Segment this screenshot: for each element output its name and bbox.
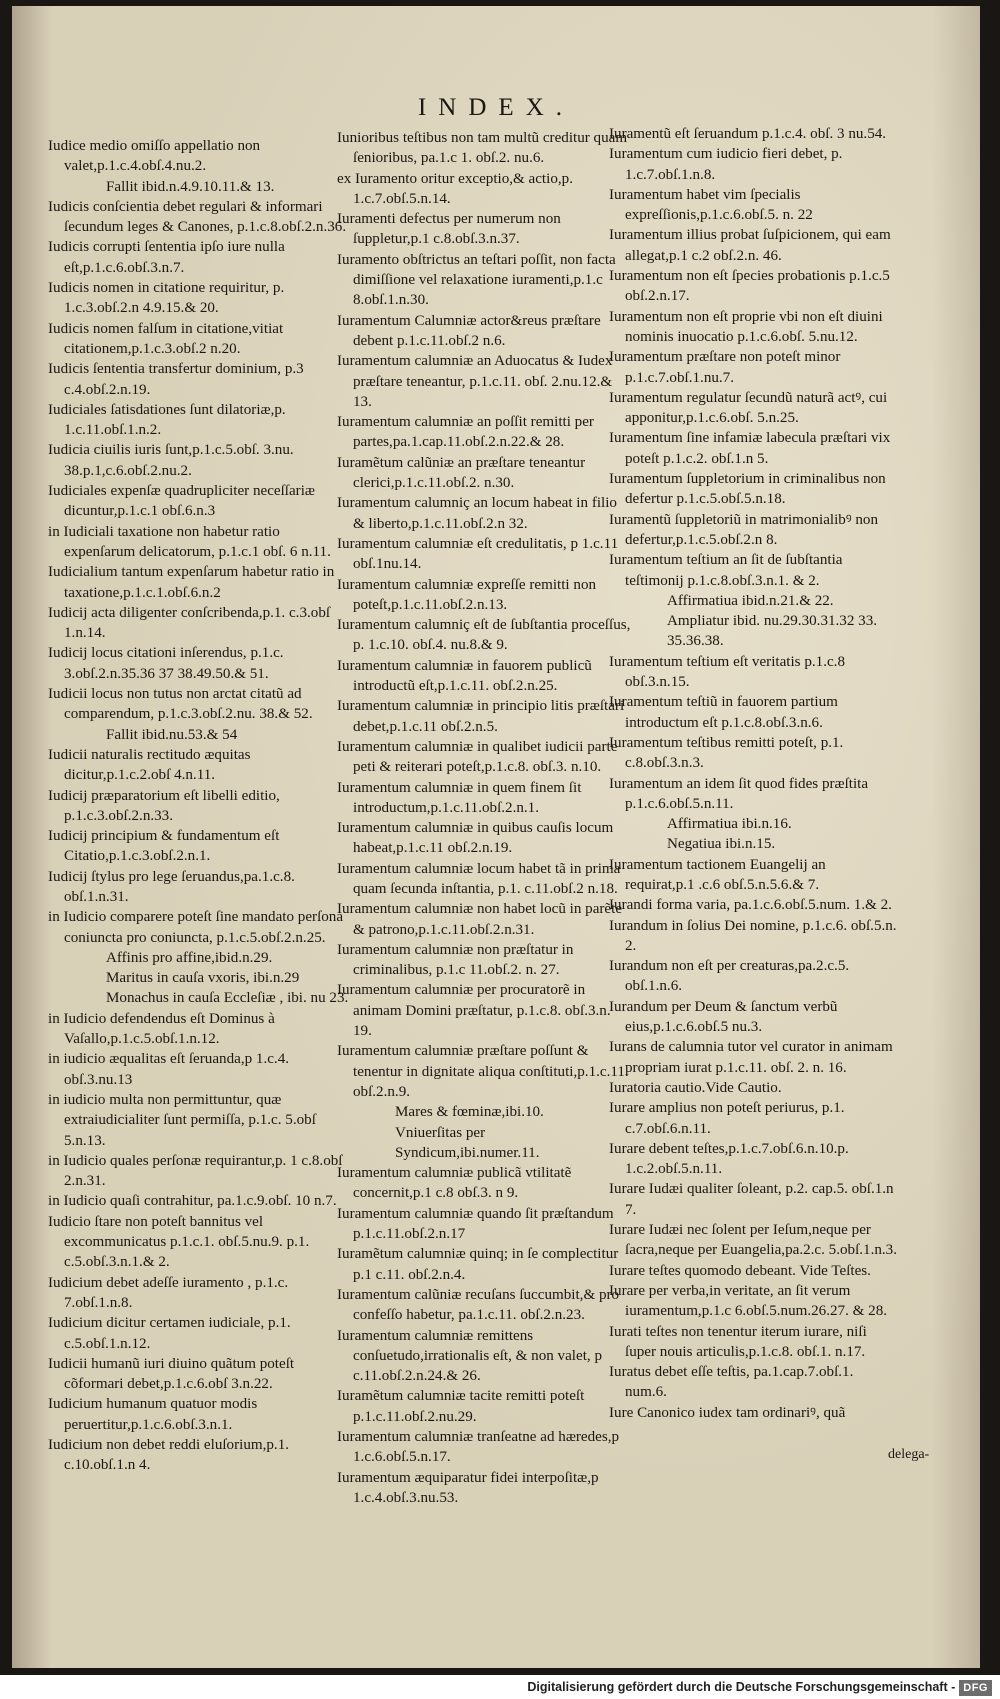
index-entry: Iure Canonico iudex tam ordinariꝰ, quã bbox=[609, 1404, 846, 1421]
index-entry: Iurare per verba,in veritate, an ſit verum iuramentum,p.1.c 6.obſ.5.num.26.27. & 28. bbox=[609, 1282, 888, 1320]
index-entry: Iuramentum calumniæ in principio litis præſtari debet,p.1.c.11 obſ.2.n.5. bbox=[337, 698, 625, 735]
dfg-logo: DFG bbox=[959, 1680, 992, 1696]
index-entry: Iuramẽtum calũniæ an præſtare teneantur clerici,p.1.c.11.obſ.2. n.30. bbox=[337, 454, 586, 492]
index-subentry: Affirmatiua ibi.n.16. bbox=[667, 816, 792, 833]
index-entry: Iuramentũ eſt ſeruandum p.1.c.4. obſ. 3 nu.54. bbox=[609, 126, 887, 142]
index-entry: Iurare amplius non poteſt periurus, p.1. c.7.obſ.6.n.11. bbox=[609, 1100, 845, 1137]
index-entry: Iudicis nomen falſum in citatione,vitiat citationem,p.1.c.3.obſ.2 n.20. bbox=[48, 320, 284, 357]
index-entry: Iudicium dicitur certamen iudiciale, p.1. c.5.obſ.1.n.12. bbox=[48, 1315, 291, 1352]
index-entry: Iudicis corrupti ſententia ipſo iure nulla eſt,p.1.c.6.obſ.3.n.7. bbox=[48, 239, 285, 276]
index-entry: Iuramentum calumniæ eſt credulitatis, p 1.c.11 obſ.1nu.14. bbox=[337, 535, 619, 573]
index-entry: Iuramentum calumniæ non præſtatur in criminalibus, p.1.c 11.obſ.2. n. 27. bbox=[337, 941, 574, 979]
index-entry: Iuramentum calumniæ quando ſit præſtandum p.1.c.11.obſ.2.n.17 bbox=[337, 1205, 614, 1243]
index-entry: Iuramentum calumniæ in fauorem publicũ introductũ eſt,p.1.c.11. obſ.2.n.25. bbox=[337, 657, 592, 695]
index-entry: Iudicij præparatorium eſt libelli editio, p.1.c.3.obſ.2.n.33. bbox=[48, 787, 280, 824]
index-entry: Iuramentum æquiparatur fidei interpoſitæ,p 1.c.4.obſ.3.nu.53. bbox=[337, 1469, 599, 1506]
index-entry: Iuramentum calumniæ præſtare poſſunt & tenentur in dignitate aliqua conſtituti,p.1.c.11. obſ.2.n.9. bbox=[337, 1043, 629, 1100]
book-page bbox=[12, 6, 980, 1668]
index-column-3 bbox=[609, 124, 899, 1423]
index-subentry: Fallit ibid.n.4.9.10.11.& 13. bbox=[106, 178, 275, 195]
index-entry: Iuramentum calumniæ tranſeatne ad hæredes,p 1.c.6.obſ.5.n.17. bbox=[337, 1429, 620, 1466]
index-entry: Iuramentum calumniæ an Aduocatus & Iudex præſtare teneantur, p.1.c.11. obſ. 2.nu.12.& 13. bbox=[337, 353, 613, 410]
catchword: delega- bbox=[888, 1447, 930, 1462]
index-entry: Iuramentum calumniæ in quibus cauſis locum habeat,p.1.c.11 obſ.2.n.19. bbox=[337, 820, 614, 857]
index-entry: in Iudicio comparere poteſt ſine mandato perſona coniuncta pro coniuncta, p.1.c.5.obſ.2.n.25. bbox=[48, 909, 344, 946]
index-entry: Iurare teſtes quomodo debeant. Vide Teſtes. bbox=[609, 1262, 871, 1279]
index-entry: Iuratoria cautio.Vide Cautio. bbox=[609, 1079, 782, 1096]
index-entry: Iuramẽtum calumniæ quinq; in ſe complectitur p.1 c.11. obſ.2.n.4. bbox=[337, 1246, 619, 1283]
index-entry: Iuramentum illius probat ſuſpicionem, qui eam allegat,p.1 c.2 obſ.2.n. 46. bbox=[609, 227, 891, 264]
index-entry: Iudicium debet adeſſe iuramento , p.1.c. 7.obſ.1.n.8. bbox=[48, 1274, 289, 1311]
index-entry: in iudicio æqualitas eſt ſeruanda,p 1.c.4. obſ.3.nu.13 bbox=[48, 1051, 290, 1088]
index-entry: ex Iuramento oritur exceptio,& actio,p. 1.c.7.obſ.5.n.14. bbox=[337, 170, 573, 207]
index-entry: Iurare debent teſtes,p.1.c.7.obſ.6.n.10.p. 1.c.2.obſ.5.n.11. bbox=[609, 1140, 849, 1178]
index-entry: Iuramentum calumniæ in quem finem ſit introductum,p.1.c.11.obſ.2.n.1. bbox=[337, 779, 582, 816]
index-entry: Iudicis ſententia transfertur dominium, p.3 c.4.obſ.2.n.19. bbox=[48, 361, 304, 398]
index-entry: Iuramentũ ſuppletoriũ in matrimonialibꝰ non defertur,p.1.c.5.obſ.2.n 8. bbox=[609, 511, 879, 548]
index-entry: Iuramentum calumniæ per procuratorẽ in animam Domini præſtatur, p.1.c.8. obſ.3.n. 19. bbox=[337, 982, 611, 1040]
index-entry: Iudicio ſtare non poteſt bannitus vel excommunicatus p.1.c.1. obſ.5.nu.9. p.1. c.5.obſ.3.n.1.& 2. bbox=[48, 1213, 310, 1271]
index-entry: Iuramentum teſtium an ſit de ſubſtantia teſtimonij p.1.c.8.obſ.3.n.1. & 2. bbox=[609, 552, 843, 589]
index-entry: Iuramentum teſtium eſt veritatis p.1.c.8 obſ.3.n.15. bbox=[609, 653, 845, 691]
index-entry: Iudicii naturalis rectitudo æquitas dicitur,p.1.c.2.obſ 4.n.11. bbox=[48, 746, 251, 784]
index-entry: Iuramenti defectus per numerum non ſuppletur,p.1 c.8.obſ.3.n.37. bbox=[337, 211, 561, 248]
index-entry: in Iudicio quaſi contrahitur, pa.1.c.9.obſ. 10 n.7. bbox=[48, 1193, 337, 1210]
index-entry: Iuramentum tactionem Euangelij an requirat,p.1 .c.6 obſ.5.n.5.6.& 7. bbox=[609, 856, 826, 893]
index-entry: Iudiciales expenſæ quadrupliciter neceſſariæ dicuntur,p.1.c.1 obſ.6.n.3 bbox=[48, 483, 315, 520]
index-entry: Iudicij acta diligenter conſcribenda,p.1. c.3.obſ 1.n.14. bbox=[48, 604, 331, 642]
index-entry: Iuramentum Calumniæ actor&reus præſtare debent p.1.c.11.obſ.2 n.6. bbox=[337, 312, 601, 349]
index-entry: Iuramentum non eſt ſpecies probationis p.1.c.5 obſ.2.n.17. bbox=[609, 268, 890, 305]
index-entry: Iuramentum regulatur ſecundũ naturã actꝰ, cui apponitur,p.1.c.6.obſ. 5.n.25. bbox=[609, 389, 888, 427]
index-subentry: Vniuerſitas per Syndicum,ibi.numer.11. bbox=[395, 1124, 540, 1161]
index-entry: Iudicij locus citationi inſerendus, p.1.c. 3.obſ.2.n.35.36 37 38.49.50.& 51. bbox=[48, 645, 284, 682]
index-entry: Iuramentum calumniæ non habet locũ in parẽte & patrono,p.1.c.11.obſ.2.n.31. bbox=[337, 901, 623, 938]
index-entry: Iuramentum calumniæ remittens conſuetudo,irrationalis eſt, & non valet, p c.11.obſ.2.n.24.& 26. bbox=[337, 1327, 602, 1385]
index-subentry: Ampliatur ibid. nu.29.30.31.32 33. 35.36.38. bbox=[667, 613, 878, 650]
index-entry: in Iudiciali taxatione non habetur ratio expenſarum delicatorum, p.1.c.1 obſ. 6 n.11. bbox=[48, 523, 331, 560]
index-entry: Iudicialium tantum expenſarum habetur ratio in taxatione,p.1.c.1.obſ.6.n.2 bbox=[48, 564, 335, 601]
index-entry: in iudicio multa non permittuntur, quæ extraiudicialiter ſunt permiſſa, p.1.c. 5.obſ 5.n.13. bbox=[48, 1091, 316, 1149]
index-entry: Iudicium non debet reddi eluſorium,p.1. c.10.obſ.1.n 4. bbox=[48, 1437, 290, 1474]
index-entry: Iuramentum calumniæ locum habet tã in prima quam ſecunda inſtantia, p.1. c.11.obſ.2 n.18. bbox=[337, 860, 621, 897]
index-entry: Iuratus debet eſſe teſtis, pa.1.cap.7.obſ.1. num.6. bbox=[609, 1364, 854, 1401]
digitization-footer bbox=[0, 1675, 992, 1699]
index-subentry: Maritus in cauſa vxoris, ibi.n.29 bbox=[106, 970, 300, 987]
index-entry: Iudicii locus non tutus non arctat citatũ ad comparendum, p.1.c.3.obſ.2.nu. 38.& 52. bbox=[48, 686, 313, 723]
index-entry: Iurandum in ſolius Dei nomine, p.1.c.6. obſ.5.n. 2. bbox=[609, 917, 897, 954]
index-entry: Iuramentum an idem ſit quod fides præſtita p.1.c.6.obſ.5.n.11. bbox=[609, 775, 869, 812]
index-entry: Iuramentum calumniç an locum habeat in filio & liberto,p.1.c.11.obſ.2.n 32. bbox=[337, 495, 617, 532]
page-header: INDEX. bbox=[417, 94, 574, 121]
index-entry: Iudiciales ſatisdationes ſunt dilatoriæ,p. 1.c.11.obſ.1.n.2. bbox=[48, 401, 286, 439]
index-entry: Iudicis nomen in citatione requiritur, p. 1.c.3.obſ.2.n 4.9.15.& 20. bbox=[48, 280, 285, 317]
index-entry: in Iudicio quales perſonæ requirantur,p. 1 c.8.obſ 2.n.31. bbox=[48, 1152, 343, 1190]
index-entry: Iudicij principium & fundamentum eſt Citatio,p.1.c.3.obſ.2.n.1. bbox=[48, 828, 280, 865]
index-column-2 bbox=[337, 128, 631, 1508]
index-entry: Iurare Iudæi qualiter ſoleant, p.2. cap.5. obſ.1.n 7. bbox=[609, 1181, 894, 1218]
index-entry: Iudicii humanũ iuri diuino quãtum poteſt cõformari debet,p.1.c.6.obſ 3.n.22. bbox=[48, 1355, 295, 1393]
index-subentry: Mares & fœminæ,ibi.10. bbox=[395, 1104, 544, 1121]
index-entry: Iuramentum calumniæ publicã vtilitatẽ concernit,p.1 c.8 obſ.3. n 9. bbox=[337, 1165, 572, 1202]
index-entry: Iuramentum cum iudicio fieri debet, p. 1.c.7.obſ.1.n.8. bbox=[609, 146, 843, 183]
index-entry: in Iudicio defendendus eſt Dominus à Vaſallo,p.1.c.5.obſ.1.n.12. bbox=[48, 1010, 275, 1048]
index-entry: Iuramentum habet vim ſpecialis expreſſionis,p.1.c.6.obſ.5. n. 22 bbox=[609, 186, 813, 224]
index-subentry: Affirmatiua ibid.n.21.& 22. bbox=[667, 592, 834, 609]
index-entry: Iurare Iudæi nec ſolent per Ieſum,neque per ſacra,neque per Euangelia,pa.2.c. 5.obſ.1.n.3. bbox=[609, 1222, 897, 1259]
index-entry: Iuramento obſtrictus an teſtari poſſit, non facta dimiſſione vel relaxatione iuramenti,p.1.c 8.obſ.1.n.30. bbox=[337, 251, 616, 309]
index-entry: Iuramentum teſtiũ in fauorem partium introductum eſt p.1.c.8.obſ.3.n.6. bbox=[609, 694, 838, 731]
index-entry: Iurans de calumnia tutor vel curator in animam propriam iurat p.1.c.11. obſ. 2. n. 16. bbox=[609, 1039, 893, 1076]
index-entry: Iuramentum præſtare non poteſt minor p.1.c.7.obſ.1.nu.7. bbox=[609, 349, 841, 386]
index-entry: Iudicis conſcientia debet regulari & informari ſecundum leges & Canones, p.1.c.8.obſ.2.n.36. bbox=[48, 198, 347, 236]
index-subentry: Monachus in cauſa Eccleſiæ , ibi. nu 23. bbox=[106, 990, 349, 1007]
index-column-1 bbox=[48, 136, 354, 1476]
index-entry: Iurandum per Deum & ſanctum verbũ eius,p.1.c.6.obſ.5 nu.3. bbox=[609, 998, 838, 1036]
index-entry: Iuramentum calũniæ recuſans ſuccumbit,& pro confeſſo habetur, pa.1.c.11. obſ.2.n.23. bbox=[337, 1286, 620, 1324]
index-entry: Iudicij ſtylus pro lege ſeruandus,pa.1.c.8. obſ.1.n.31. bbox=[48, 868, 295, 905]
index-entry: Iuramentum ſuppletorium in criminalibus non defertur p.1.c.5.obſ.5.n.18. bbox=[609, 471, 886, 508]
index-entry: Iudicia ciuilis iuris ſunt,p.1.c.5.obſ. 3.nu. 38.p.1,c.6.obſ.2.nu.2. bbox=[48, 442, 294, 479]
index-entry: Iurati teſtes non tenentur iterum iurare, niſi ſuper nouis articulis,p.1.c.8. obſ.1. n.17. bbox=[609, 1323, 867, 1360]
index-entry: Iuramentum non eſt proprie vbi non eſt diuini nominis inuocatio p.1.c.6.obſ. 5.nu.12. bbox=[609, 308, 883, 345]
index-subentry: Affinis pro affine,ibid.n.29. bbox=[106, 949, 273, 966]
index-entry: Iuramentum ſine infamiæ labecula præſtari vix poteſt p.1.c.2. obſ.1.n 5. bbox=[609, 430, 891, 467]
index-entry: Iunioribus teſtibus non tam multũ creditur quam ſenioribus, pa.1.c 1. obſ.2. nu.6. bbox=[337, 130, 628, 167]
index-entry: Iuramentum calumniæ in qualibet iudicii parte peti & reiterari poteſt,p.1.c.8. obſ.3. n.10. bbox=[337, 738, 618, 776]
index-entry: Iuramentum calumniæ expreſſe remitti non poteſt,p.1.c.11.obſ.2.n.13. bbox=[337, 576, 597, 613]
index-entry: Iuramentum calumniæ an poſſit remitti per partes,pa.1.cap.11.obſ.2.n.22.& 28. bbox=[337, 414, 594, 451]
index-entry: Iurandi forma varia, pa.1.c.6.obſ.5.num. 1.& 2. bbox=[609, 897, 892, 914]
footer-text: Digitalisierung gefördert durch die Deutsche Forschungsgemeinschaft - bbox=[527, 1680, 956, 1694]
index-entry: Iudice medio omiſſo appellatio non valet,p.1.c.4.obſ.4.nu.2. bbox=[48, 138, 261, 175]
index-subentry: Negatiua ibi.n.15. bbox=[667, 836, 776, 853]
index-entry: Iuramentum calumniç eſt de ſubſtantia proceſſus, p. 1.c.10. obſ.4. nu.8.& 9. bbox=[337, 617, 631, 654]
index-entry: Iurandum non eſt per creaturas,pa.2.c.5. obſ.1.n.6. bbox=[609, 958, 850, 995]
index-entry: Iuramẽtum calumniæ tacite remitti poteſt p.1.c.11.obſ.2.nu.29. bbox=[337, 1388, 585, 1425]
index-entry: Iudicium humanum quatuor modis peruertitur,p.1.c.6.obſ.3.n.1. bbox=[48, 1396, 258, 1433]
index-entry: Iuramentum teſtibus remitti poteſt, p.1. c.8.obſ.3.n.3. bbox=[609, 734, 844, 772]
index-subentry: Fallit ibid.nu.53.& 54 bbox=[106, 726, 238, 743]
